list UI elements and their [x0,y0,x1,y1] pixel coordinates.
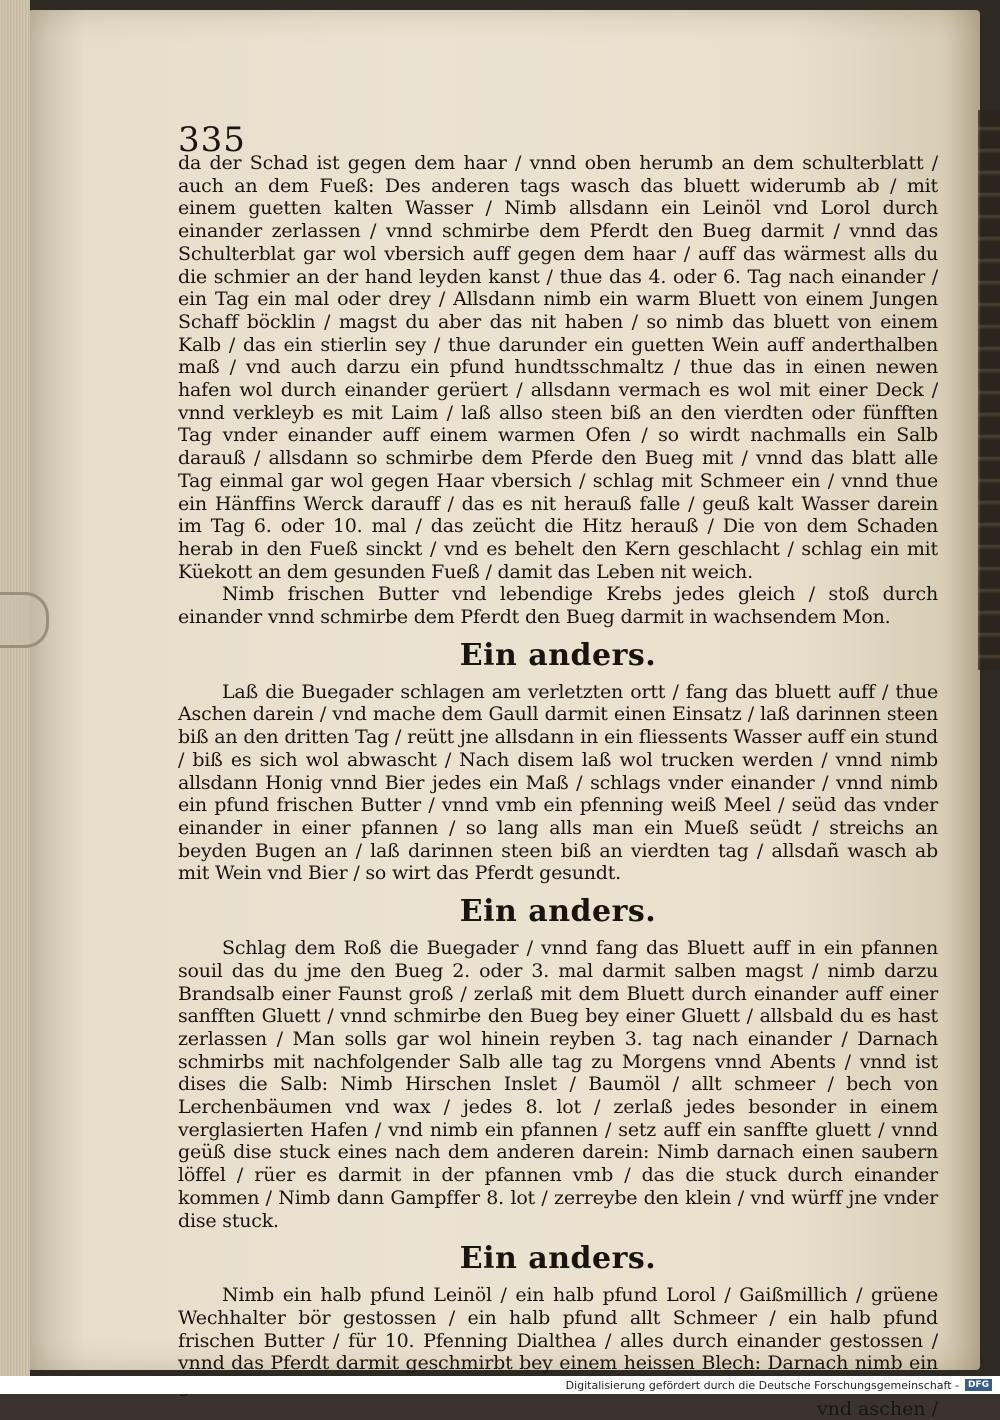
section-heading-3: Ein anders. [459,1241,657,1277]
section-text-3: Nimb ein halb pfund Leinöl / ein halb pfund Lorol / Gaißmillich / grüene Wechhalter bör gestossen / ein halb pfund allt Schmeer / ein halb pfund frischen Butter / für 10. Pfenning Dialthea / alles durch einander gestossen / vnnd das Pferdt darmit geschmirbt bey einem heissen Blech: Darnach nimb ein [178,1284,938,1375]
paragraph-2: Nimb frischen Butter vnd lebendige Krebs jedes gleich / stoß durch einander vnnd schmirbe dem Pferdt den Bueg darmit in wachsendem Mon. [178,583,938,629]
footer-bar [0,1376,1000,1394]
section-heading-1: Ein anders. [459,637,657,673]
page-number: 335 [178,120,246,160]
section-text-2: Schlag dem Roß die Buegader / vnnd fang das Bluett auff in ein pfannen souil das du jme den Bueg 2. oder 3. mal darmit salben magst / nimb darzu Brandsalb einer Faunst groß / zerlaß mit dem Bluett durch einander auff einer sanfften Gluett / vnnd schmirbe den Bueg bey einer Gluett / allsbald du es hast zerlassen / Man solls gar wol hinein reyben 3. tag nach einander / Darnach schmirbs mit nachfolgender Salb alle tag zu Morgens vnnd Abents / vnnd ist dises die Salb: Nimb Hirschen Inslet / Baumöl / allt schmeer / bech von Lerchenbäumen vnd wax / jedes 8. lot / zerlaß jedes besonder in einem verglasierten Hafen / vnd nimb ein pfannen / setz auff ein sanffte gluett / vnnd geüß dise stuck eines nach dem anderen darein: Nimb darnach einen saubern löffel / rüer es darmit in der pfannen vmb / das die stuck durch einander kommen / Nimb dann Gampffer 8. lot / zerreybe den klein / vnd würff jne vnder dise stuck. [178,937,938,1232]
catchword: vnd aschen / [816,1397,938,1420]
book-clasp [0,592,49,648]
paragraph-1: da der Schad ist gegen dem haar / vnnd oben herumb an dem schulterblatt / auch an dem Fueß: Des anderen tags wasch das bluett widerumb ab / mit einem guetten kalten Wasser / Nimb allsdann ein Leinöl vnd Lorol durch einander zerlassen / vnnd schmirbe dem Pferdt den Bueg darmit / vnnd das Schulterblat gar wol vbersich auff gegen dem haar / auff das wärmest alls du die schmier an der hand leyden kanst / thue das 4. oder 6. Tag nach einander / ein Tag ein mal oder drey / Allsdann nimb ein warm Bluett von einem Jungen Schaff böcklin / magst du aber das nit haben / so nimb das bluett von einem Kalb / das ein stierlin sey / thue darunder ein guetten Wein auff anderthalben maß / vnd auch darzu ein pfund hundtsschmaltz / thue das in einen newen hafen wol durch einander gerüert / allsdann vermach es wol mit einer Deck / vnnd verkleyb es mit Laim / laß allso steen biß an den vierdten oder fünfften Tag vnder einander auff einem warmen Ofen / so wirdt nachmalls ein Salb darauß / allsdann so schmirbe dem Pferde den Bueg mit / vnnd das blatt alle Tag einmal gar wol gegen Haar vbersich / schlag mit Schmeer ein / vnnd thue ein Hänffins Werck darauff / das es nit herauß falle / geuß kalt Wasser darein im Tag 6. oder 10. mal / das zeücht die Hitz herauß / Die von dem Schaden herab in den Fueß sinckt / vnd es behelt den Kern geschlacht / schlag ein mit Küekott an dem gesunden Fueß / damit das Leben nit weich. [178,152,938,583]
footer-text: Digitalisierung gefördert durch die Deutsche Forschungsgemeinschaft - [565,1378,959,1392]
main-text [178,152,938,1420]
dfg-logo: DFG [965,1379,992,1391]
page-edges [0,0,30,1376]
section-heading-2: Ein anders. [459,894,657,930]
section-text-1: Laß die Buegader schlagen am verletzten ortt / fang das bluett auff / thue Aschen darein / vnd mache dem Gaull darmit einen Einsatz / laß darinnen steen biß an den dritten Tag / reütt jne allsdann in ein fliessents Wasser auff ein stund / biß es sich wol abwascht / Nach disem laß wol trucken werden / vnnd nimb allsdann Honig vnnd Bier jedes ein Maß / schlags vnder einander / vnnd nimb ein pfund frischen Butter / vnnd vmb ein pfenning weiß Meel / seüd das vnder einander in einer pfannen / so lang alls man ein Mueß seüdt / streichs an beyden Bugen an / laß darinnen steen biß an vierdten tag / allsdañ wasch ab mit Wein vnd Bier / so wirt das Pferdt gesundt. [178,680,938,885]
facing-page-edge [978,110,1000,670]
